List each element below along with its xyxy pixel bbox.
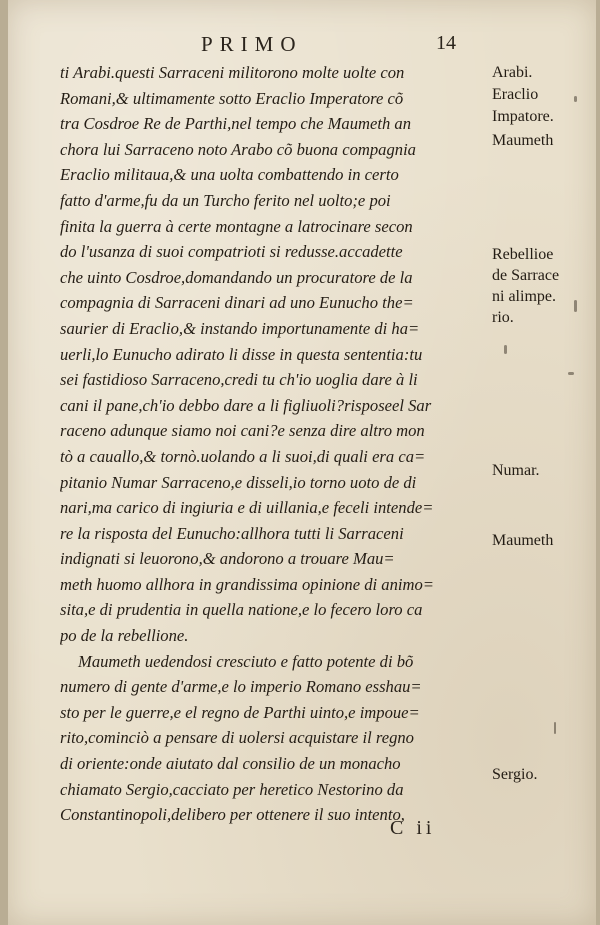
text-line: raceno adunque siamo noi cani?e senza dire altro mon xyxy=(60,421,425,441)
margin-note-line: ni alimpe. xyxy=(492,288,556,305)
margin-note-line: Eraclio xyxy=(492,86,539,103)
margin-note-line: Sergio. xyxy=(492,766,538,783)
text-line: saurier di Eraclio,& instando importunamente di ha= xyxy=(60,318,420,338)
text-line: tra Cosdroe Re de Parthi,nel tempo che Maumeth an xyxy=(60,114,412,134)
margin-note-line: Impatore. xyxy=(492,108,554,125)
text-line: sita,e di prudentia in quella natione,e lo fecero loro ca xyxy=(60,600,423,620)
text-line: fatto d'arme,fu da un Turcho ferito nel uolto;e poi xyxy=(60,190,391,210)
margin-note-line: Maumeth xyxy=(492,132,554,149)
text-line: uerli,lo Eunucho adirato li disse in questa sententia:tu xyxy=(60,344,423,364)
margin-note-line: rio. xyxy=(492,309,514,326)
text-line: che uinto Cosdroe,domandando un procuratore de la xyxy=(60,267,413,287)
book-page xyxy=(8,0,596,925)
text-line: po de la rebellione. xyxy=(60,626,189,646)
margin-note xyxy=(492,106,554,127)
text-line: chora lui Sarraceno noto Arabo cõ buona compagnia xyxy=(60,139,416,159)
ink-speck xyxy=(554,722,556,734)
margin-note xyxy=(492,62,532,83)
text-line: do l'usanza di suoi compatrioti si redusse.accadette xyxy=(60,242,403,262)
text-line: re la risposta del Eunucho:allhora tutti li Sarraceni xyxy=(60,523,404,543)
text-line: Maumeth uedendosi cresciuto e fatto potente di bõ xyxy=(78,651,414,671)
margin-note-line: Numar. xyxy=(492,462,540,479)
margin-note xyxy=(492,130,553,151)
margin-note-line: de Sarrace xyxy=(492,267,560,284)
text-line: chiamato Sergio,cacciato per heretico Nestorino da xyxy=(60,779,404,799)
margin-note xyxy=(492,244,559,328)
ink-speck xyxy=(504,345,507,354)
text-line: rito,cominciò a pensare di uolersi acquistare il regno xyxy=(60,728,414,748)
margin-note-line: Maumeth xyxy=(492,532,554,549)
margin-note xyxy=(492,84,538,105)
text-line: ti Arabi.questi Sarraceni militorono molte uolte con xyxy=(60,63,405,82)
ink-speck xyxy=(568,372,574,375)
margin-notes xyxy=(492,0,596,925)
text-line: tò a cauallo,& tornò.uolando a li suoi,di quali era ca= xyxy=(60,446,426,466)
text-line: meth huomo allhora in grandissima opinione di animo= xyxy=(60,574,434,594)
text-line: di oriente:onde aiutato dal consilio de un monacho xyxy=(60,754,401,774)
text-line: sto per le guerre,e el regno de Parthi uinto,e impoue= xyxy=(60,702,420,722)
margin-note xyxy=(492,764,537,785)
page-number: 14 xyxy=(436,32,456,54)
text-line: Constantinopoli,delibero per ottenere il suo intento, xyxy=(60,805,405,825)
text-line: nari,ma carico di ingiuria e di uillania,e feceli intende= xyxy=(60,498,434,518)
margin-note-line: Arabi. xyxy=(492,64,533,81)
text-line: indignati si leuorono,& andorono a trouare Mau= xyxy=(60,549,395,569)
text-line: Romani,& ultimamente sotto Eraclio Imperatore cõ xyxy=(60,88,404,108)
signature-mark: C ii xyxy=(390,817,436,839)
margin-note xyxy=(492,460,540,481)
text-line: numero di gente d'arme,e lo imperio Romano esshau= xyxy=(60,677,422,697)
text-line: sei fastidioso Sarraceno,credi tu ch'io uoglia dare à li xyxy=(60,370,418,390)
ink-speck xyxy=(574,96,577,102)
text-line: pitanio Numar Sarraceno,e disseli,io torno uoto de di xyxy=(60,472,417,492)
text-line: compagnia di Sarraceni dinari ad uno Eunucho the= xyxy=(60,293,414,313)
margin-note-line: Rebellioe xyxy=(492,246,554,263)
text-line: Eraclio militaua,& una uolta combattendo in certo xyxy=(60,165,399,185)
text-line: cani il pane,ch'io debbo dare a li figliuoli?risposeel Sar xyxy=(60,395,432,415)
ink-speck xyxy=(574,300,577,312)
main-text-block xyxy=(60,60,492,828)
margin-note xyxy=(492,530,553,551)
text-line: finita la guerra à certe montagne a latrocinare secon xyxy=(60,216,413,236)
running-title: PRIMO xyxy=(201,32,303,56)
